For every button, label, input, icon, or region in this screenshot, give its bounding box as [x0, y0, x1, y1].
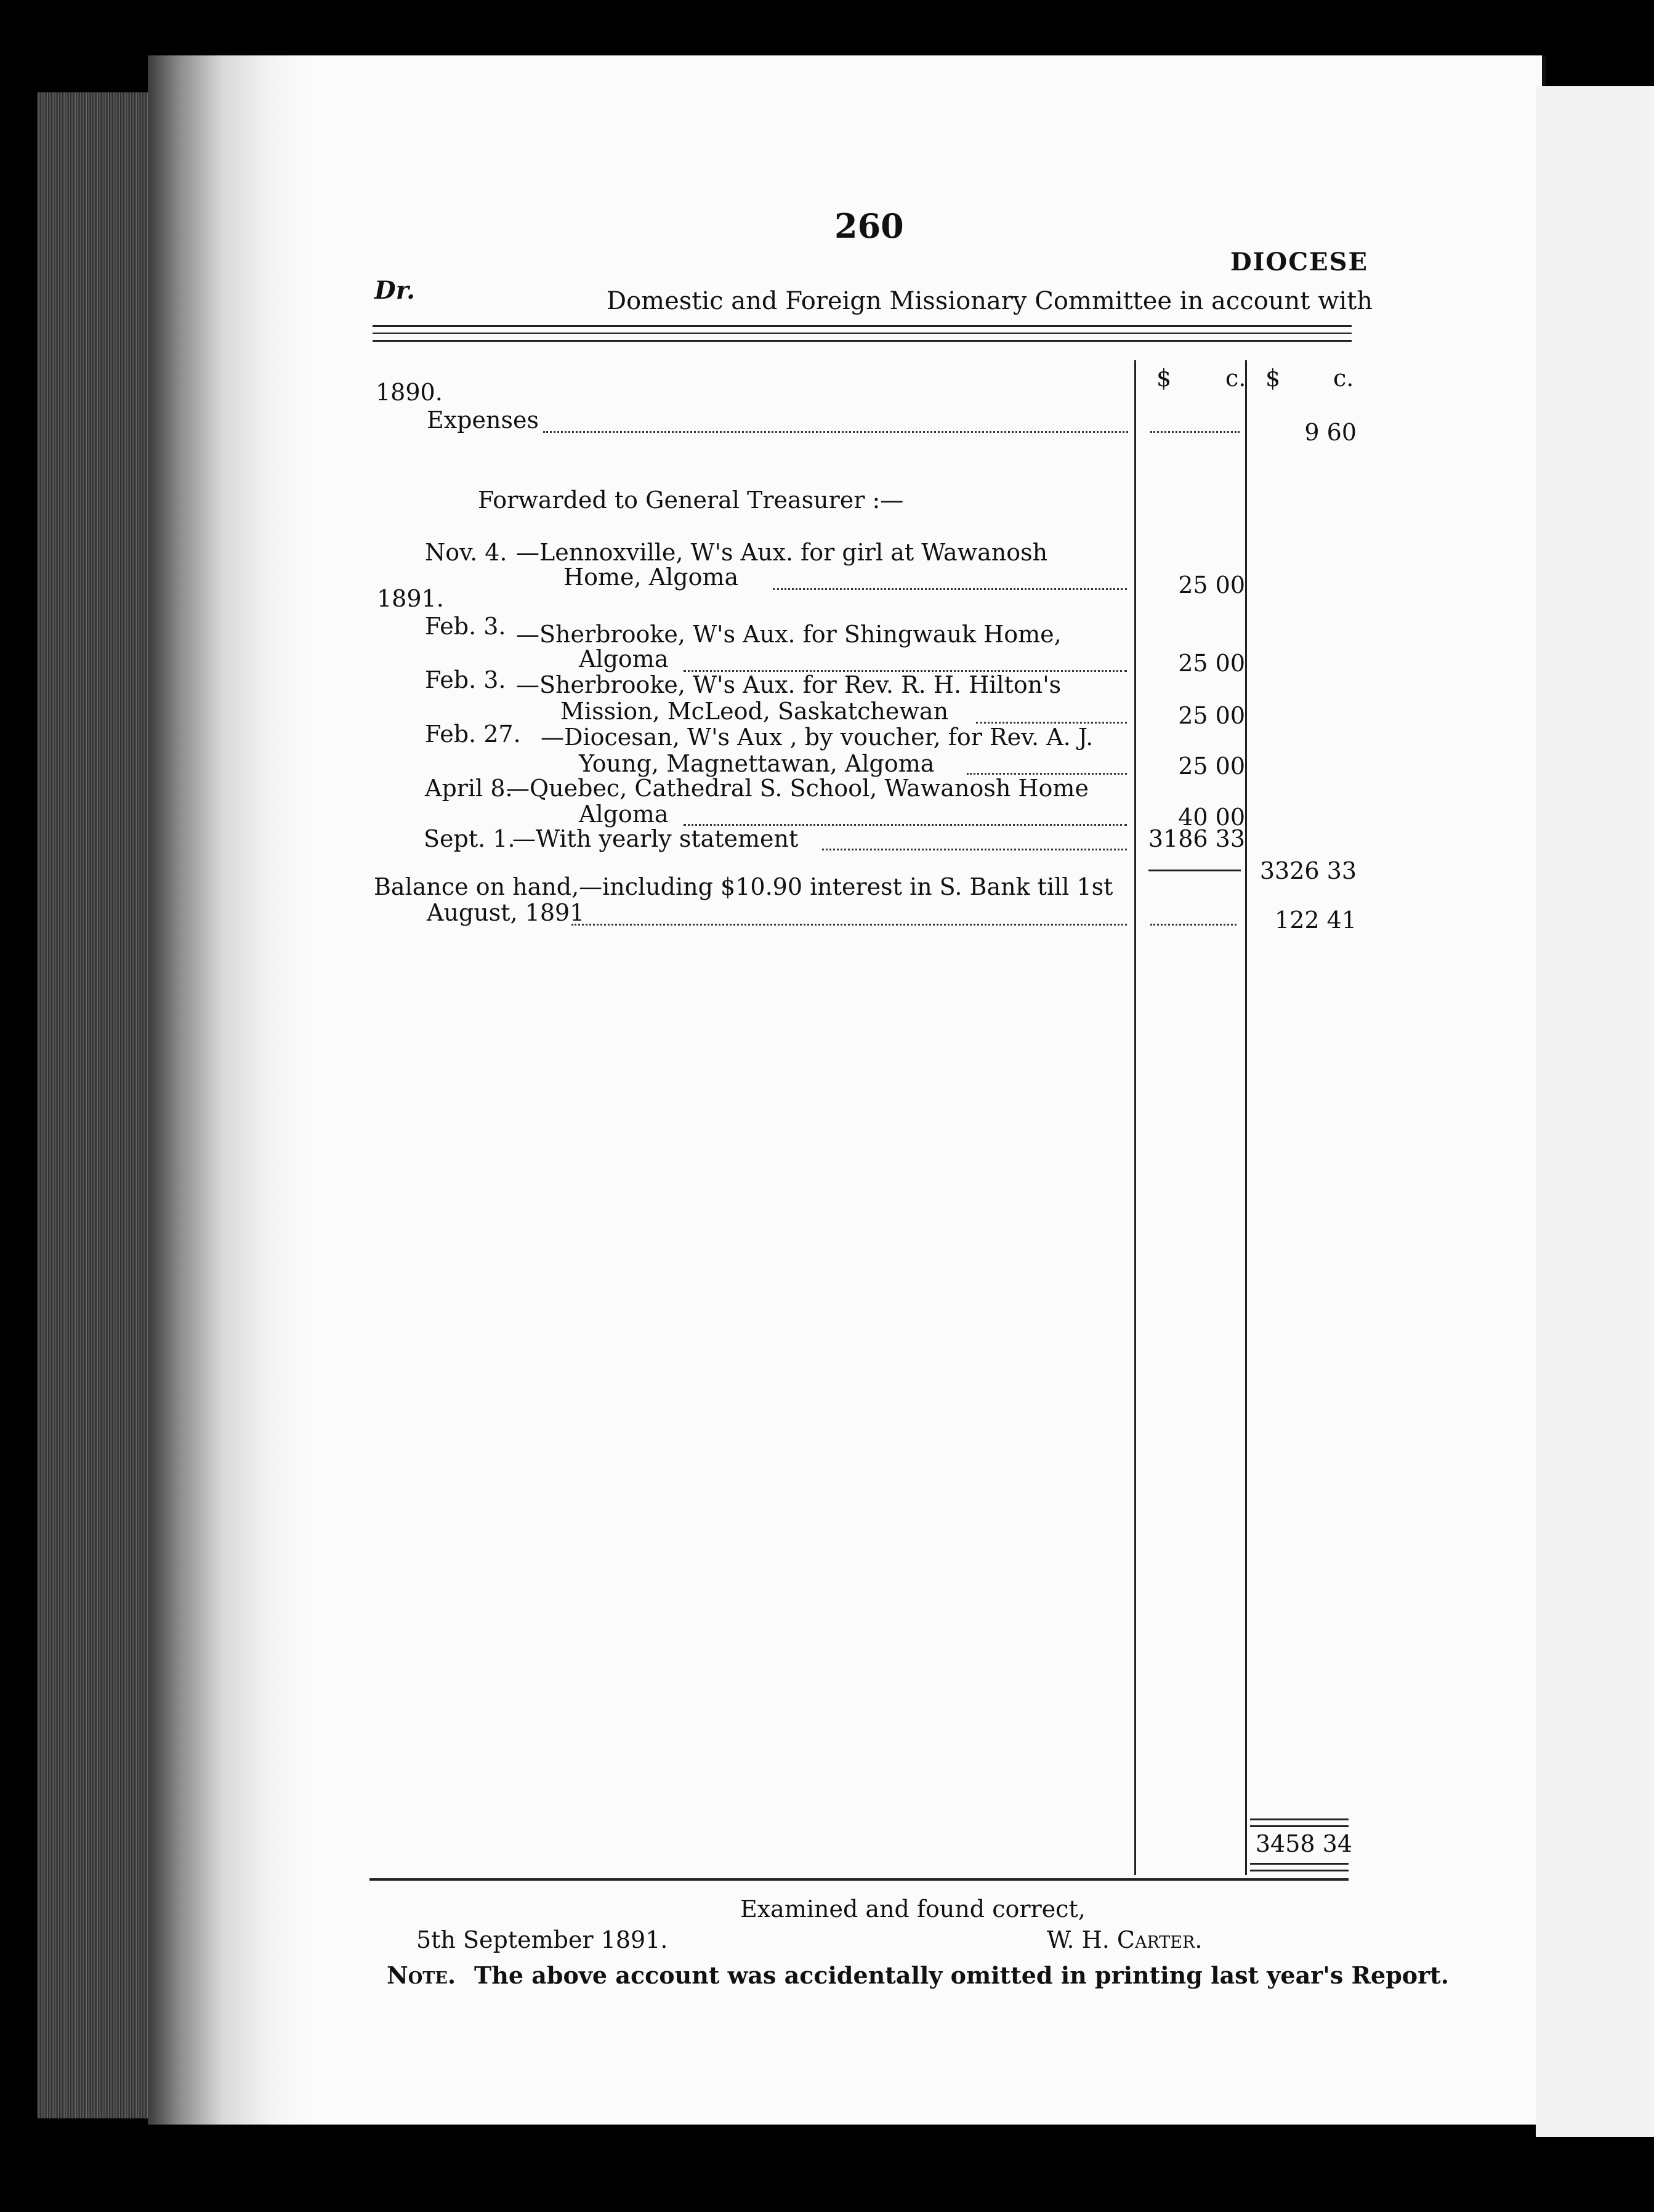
page-number: 260: [834, 206, 904, 246]
expenses-label: Expenses: [427, 406, 539, 434]
header-rule: [373, 333, 1352, 334]
balance-description: August, 1891: [427, 899, 585, 926]
examined-text: Examined and found correct,: [740, 1895, 1086, 1923]
cents-col-heading: c.: [1225, 365, 1246, 392]
total-rule: [1250, 1863, 1349, 1865]
cents-col-heading: c.: [1333, 365, 1354, 392]
note-text: The above account was accidentally omitted in printing last year's Report.: [474, 1961, 1449, 1989]
signature-date: 5th September 1891.: [416, 1926, 668, 1953]
entry-description: Algoma: [579, 645, 669, 672]
entry-date: Nov. 4.: [425, 539, 507, 566]
dollars-col-heading: $: [1156, 365, 1172, 392]
entry-description: —Sherbrooke, W's Aux. for Rev. R. H. Hilton's: [516, 671, 1062, 698]
column-divider: [1245, 360, 1247, 1875]
entry-amount: 25 00: [1178, 702, 1245, 729]
header-rule: [373, 325, 1352, 327]
leader-dots: [543, 431, 1128, 433]
entry-date: Sept. 1.: [424, 825, 515, 852]
entry-description: —Quebec, Cathedral S. School, Wawanosh Home: [506, 775, 1089, 802]
entry-amount: 25 00: [1178, 650, 1245, 677]
total-rule: [1250, 1870, 1349, 1871]
balance-description: Balance on hand,—including $10.90 interest in S. Bank till 1st: [374, 873, 1113, 900]
entry-amount: 40 00: [1178, 804, 1245, 831]
header-rule: [373, 340, 1352, 342]
entry-date: Feb. 27.: [425, 721, 521, 748]
total-rule: [1250, 1818, 1349, 1820]
year-label: 1890.: [376, 379, 443, 406]
entry-amount: 3186 33: [1148, 825, 1245, 852]
expenses-amount: 9 60: [1304, 419, 1357, 446]
entry-date: April 8.: [425, 775, 513, 802]
debit-label: Dr.: [374, 276, 416, 305]
entry-description: Young, Magnettawan, Algoma: [579, 750, 935, 777]
facing-page-edge: [1536, 86, 1654, 2137]
leader-dots: [1150, 924, 1236, 926]
auditor-signature: W. H. Carter.: [1047, 1926, 1203, 1953]
note-label: Note.: [387, 1961, 456, 1989]
leader-dots: [1150, 431, 1240, 433]
dollars-col-heading: $: [1265, 365, 1281, 392]
entry-amount: 25 00: [1178, 571, 1245, 599]
entry-date: Feb. 3.: [425, 613, 506, 640]
entry-date: Feb. 3.: [425, 666, 506, 693]
balance-amount: 122 41: [1275, 906, 1357, 934]
book-spine: [37, 92, 160, 2118]
forwarded-total: 3326 33: [1259, 857, 1357, 884]
column-divider: [1134, 360, 1136, 1875]
entry-description: Algoma: [579, 801, 669, 828]
account-title: Domestic and Foreign Missionary Committee in account with: [607, 287, 1373, 315]
entry-description: —With yearly statement: [512, 825, 799, 852]
entry-description: —Lennoxville, W's Aux. for girl at Wawanosh: [516, 539, 1048, 566]
entry-description: —Diocesan, W's Aux , by voucher, for Rev. A. J.: [541, 724, 1094, 751]
forwarded-heading: Forwarded to General Treasurer :—: [478, 486, 904, 514]
leader-dots: [822, 849, 1127, 850]
total-rule: [1250, 1825, 1349, 1827]
entry-description: Mission, McLeod, Saskatchewan: [560, 698, 949, 725]
footer-rule: [369, 1878, 1349, 1881]
entry-description: Home, Algoma: [563, 563, 739, 591]
entry-amount: 25 00: [1178, 753, 1245, 780]
diocese-heading: DIOCESE: [1230, 248, 1368, 276]
leader-dots: [773, 588, 1127, 590]
grand-total: 3458 34: [1255, 1830, 1352, 1857]
leader-dots: [571, 924, 1127, 926]
year-label: 1891.: [377, 585, 444, 612]
subtotal-rule: [1148, 870, 1241, 871]
entry-description: —Sherbrooke, W's Aux. for Shingwauk Home,: [516, 621, 1062, 648]
